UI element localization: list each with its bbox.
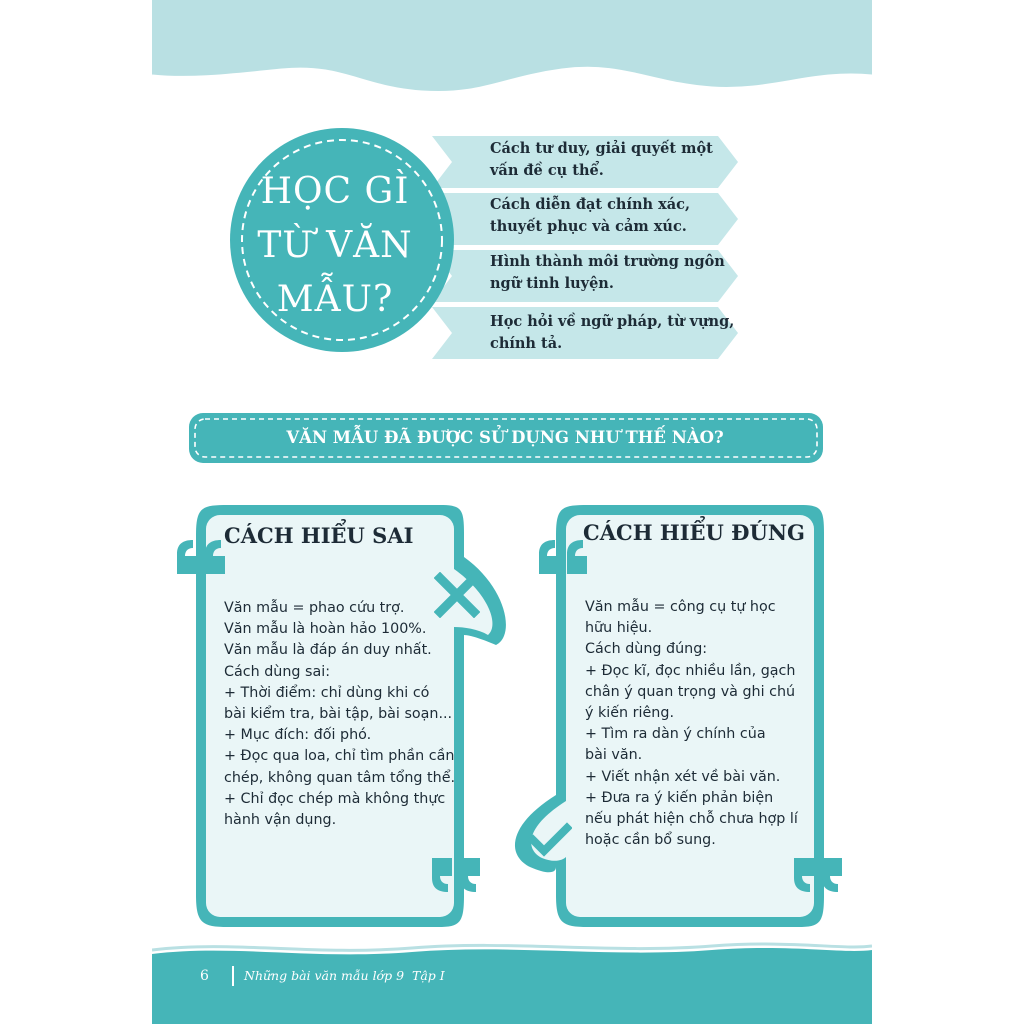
right-line-12: hoặc cần bổ sung.	[585, 832, 716, 849]
wrong-line-5: + Thời điểm: chỉ dùng khi có	[224, 684, 430, 701]
bullet-3-line-2: ngữ tinh luyện.	[490, 275, 614, 292]
wrong-line-4: Cách dùng sai:	[224, 663, 331, 680]
circle-title-line-2: TỪ VĂN	[257, 225, 413, 266]
wrong-card-body	[224, 598, 455, 831]
bullet-3-line-1: Hình thành môi trường ngôn	[490, 253, 725, 270]
wrong-line-7: + Mục đích: đối phó.	[224, 727, 372, 744]
bullet-2-line-1: Cách diễn đạt chính xác,	[490, 196, 691, 213]
circle-title-line-3: MẪU?	[276, 279, 394, 320]
bullet-3	[490, 251, 725, 295]
footer-divider	[232, 966, 234, 986]
wrong-card-title: CÁCH HIỂU SAI	[224, 523, 414, 548]
banner-title: VĂN MẪU ĐÃ ĐƯỢC SỬ DỤNG NHƯ THẾ NÀO?	[286, 428, 724, 447]
bullet-4	[490, 311, 734, 355]
quotation-mark-icon	[537, 538, 593, 576]
quotation-mark-icon	[175, 538, 231, 576]
wrong-line-6: bài kiểm tra, bài tập, bài soạn...	[224, 706, 453, 723]
wrong-line-11: hành vận dụng.	[224, 812, 337, 829]
right-card-body	[585, 597, 798, 851]
right-line-5: chân ý quan trọng và ghi chú	[585, 683, 796, 700]
right-line-10: + Đưa ra ý kiến phản biện	[585, 789, 774, 806]
bullet-4-line-2: chính tả.	[490, 335, 563, 352]
right-line-4: + Đọc kĩ, đọc nhiều lần, gạch	[585, 662, 796, 679]
wrong-line-2: Văn mẫu là hoàn hảo 100%.	[224, 621, 427, 638]
bullet-4-line-1: Học hỏi về ngữ pháp, từ vựng,	[490, 313, 735, 330]
right-line-11: nếu phát hiện chỗ chưa hợp lí	[585, 811, 798, 828]
right-line-6: ý kiến riêng.	[585, 705, 674, 722]
wrong-line-10: + Chỉ đọc chép mà không thực	[224, 790, 446, 807]
quotation-mark-icon	[790, 856, 850, 896]
footer-volume: Tập I	[412, 968, 445, 983]
wrong-line-3: Văn mẫu là đáp án duy nhất.	[224, 642, 432, 659]
right-card-title: CÁCH HIỂU ĐÚNG	[583, 520, 805, 545]
wrong-line-8: + Đọc qua loa, chỉ tìm phần cần	[224, 748, 455, 765]
footer-book-title: Những bài văn mẫu lớp 9	[244, 968, 405, 983]
quotation-mark-icon	[428, 856, 488, 896]
right-line-3: Cách dùng đúng:	[585, 641, 708, 658]
bullet-1	[490, 138, 713, 182]
circle-title-line-1: HỌC GÌ	[260, 171, 410, 212]
bullet-1-line-2: vấn đề cụ thể.	[490, 162, 604, 179]
right-line-8: bài văn.	[585, 747, 643, 764]
right-line-1: Văn mẫu = công cụ tự học	[585, 599, 776, 615]
header-wave-band	[152, 0, 872, 100]
bullet-1-line-1: Cách tư duy, giải quyết một	[490, 140, 713, 157]
circle-title	[230, 165, 440, 327]
right-line-7: + Tìm ra dàn ý chính của	[585, 726, 766, 743]
check-mark-icon	[528, 822, 572, 858]
page-number: 6	[200, 968, 209, 984]
wrong-line-1: Văn mẫu = phao cứu trợ.	[224, 600, 405, 616]
right-line-9: + Viết nhận xét về bài văn.	[585, 768, 781, 785]
bullet-2	[490, 194, 690, 238]
bullet-2-line-2: thuyết phục và cảm xúc.	[490, 218, 687, 235]
wrong-line-9: chép, không quan tâm tổng thể.	[224, 769, 456, 786]
right-line-2: hữu hiệu.	[585, 620, 653, 637]
